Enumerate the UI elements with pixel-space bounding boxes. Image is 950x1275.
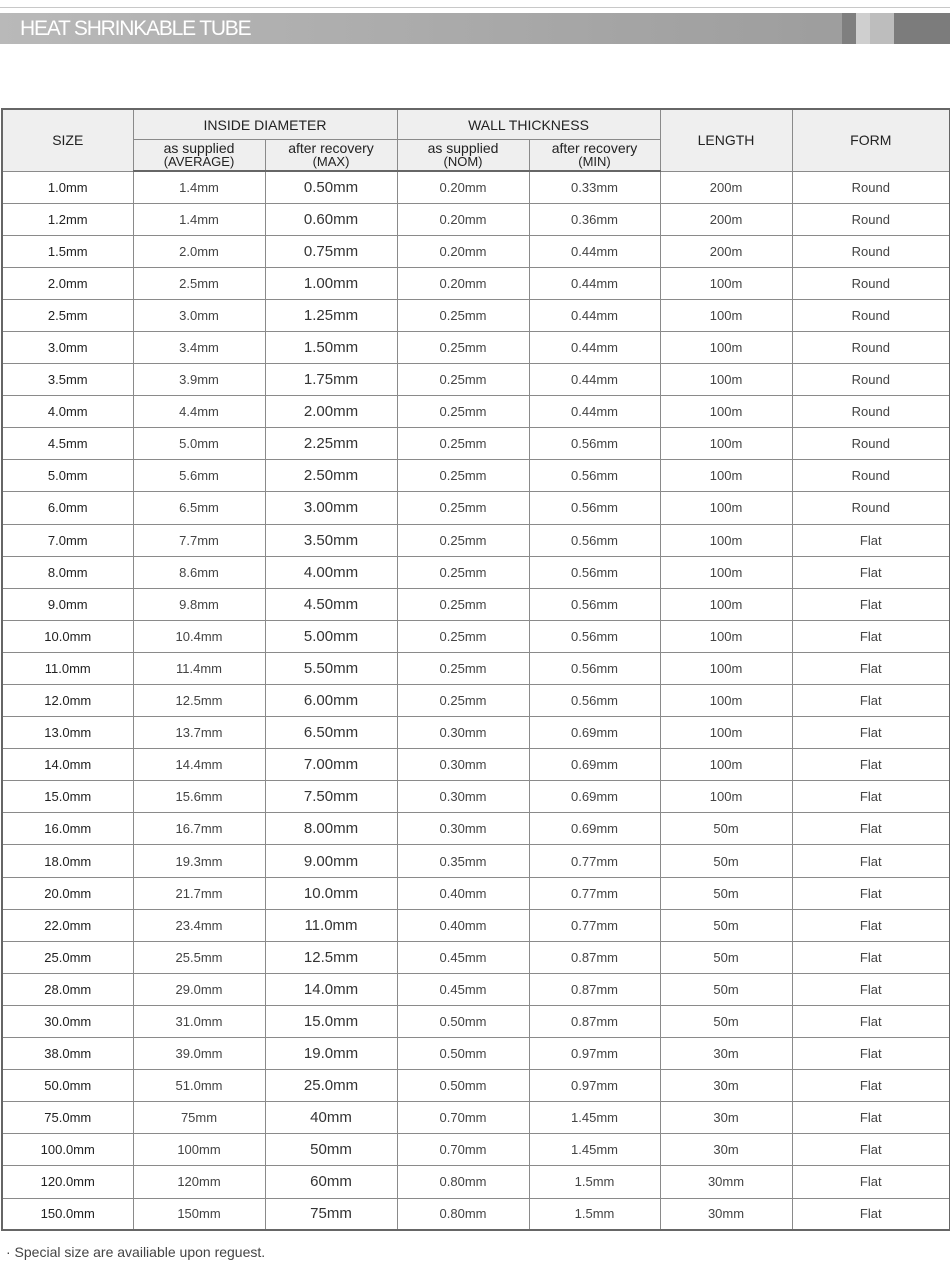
banner-decoration xyxy=(856,13,870,44)
cell-size: 10.0mm xyxy=(2,620,133,652)
cell-length: 200m xyxy=(660,235,792,267)
cell-form: Flat xyxy=(792,524,950,556)
cell-wt-recovery: 0.56mm xyxy=(529,460,660,492)
banner-decoration xyxy=(894,13,950,44)
cell-size: 150.0mm xyxy=(2,1198,133,1230)
header-length: LENGTH xyxy=(660,109,792,171)
cell-id-recovery: 4.00mm xyxy=(265,556,397,588)
cell-length: 100m xyxy=(660,364,792,396)
cell-wt-supplied: 0.25mm xyxy=(397,524,529,556)
title-banner xyxy=(0,13,950,44)
cell-id-recovery: 7.00mm xyxy=(265,749,397,781)
cell-wt-recovery: 0.77mm xyxy=(529,877,660,909)
table-row xyxy=(2,685,950,717)
cell-wt-recovery: 0.77mm xyxy=(529,909,660,941)
cell-wt-recovery: 0.56mm xyxy=(529,492,660,524)
cell-size: 15.0mm xyxy=(2,781,133,813)
cell-size: 3.5mm xyxy=(2,364,133,396)
cell-length: 100m xyxy=(660,588,792,620)
cell-wt-recovery: 0.69mm xyxy=(529,781,660,813)
cell-form: Flat xyxy=(792,1038,950,1070)
table-row xyxy=(2,396,950,428)
cell-size: 25.0mm xyxy=(2,941,133,973)
cell-id-recovery: 2.25mm xyxy=(265,428,397,460)
cell-id-supplied: 19.3mm xyxy=(133,845,265,877)
cell-id-supplied: 7.7mm xyxy=(133,524,265,556)
cell-length: 30m xyxy=(660,1070,792,1102)
cell-length: 100m xyxy=(660,492,792,524)
cell-id-recovery: 19.0mm xyxy=(265,1038,397,1070)
cell-id-recovery: 4.50mm xyxy=(265,588,397,620)
cell-length: 100m xyxy=(660,620,792,652)
cell-wt-recovery: 0.97mm xyxy=(529,1038,660,1070)
table-row xyxy=(2,781,950,813)
cell-id-supplied: 75mm xyxy=(133,1102,265,1134)
cell-form: Round xyxy=(792,396,950,428)
table-row xyxy=(2,299,950,331)
cell-wt-recovery: 0.33mm xyxy=(529,171,660,203)
cell-form: Round xyxy=(792,492,950,524)
cell-size: 38.0mm xyxy=(2,1038,133,1070)
cell-wt-recovery: 0.44mm xyxy=(529,299,660,331)
cell-wt-supplied: 0.30mm xyxy=(397,749,529,781)
cell-id-recovery: 14.0mm xyxy=(265,973,397,1005)
banner-decoration xyxy=(842,13,856,44)
top-divider xyxy=(0,7,950,8)
cell-length: 100m xyxy=(660,749,792,781)
cell-length: 100m xyxy=(660,652,792,684)
cell-length: 50m xyxy=(660,877,792,909)
cell-length: 50m xyxy=(660,909,792,941)
cell-wt-supplied: 0.25mm xyxy=(397,331,529,363)
cell-wt-recovery: 0.97mm xyxy=(529,1070,660,1102)
cell-id-recovery: 8.00mm xyxy=(265,813,397,845)
cell-size: 6.0mm xyxy=(2,492,133,524)
cell-id-supplied: 120mm xyxy=(133,1166,265,1198)
cell-form: Flat xyxy=(792,781,950,813)
cell-id-supplied: 3.0mm xyxy=(133,299,265,331)
table-row xyxy=(2,909,950,941)
cell-wt-supplied: 0.25mm xyxy=(397,556,529,588)
cell-length: 200m xyxy=(660,203,792,235)
table-row xyxy=(2,460,950,492)
header-size: SIZE xyxy=(2,109,133,171)
footnote: · Special size are availiable upon reguest. xyxy=(6,1244,266,1260)
cell-length: 100m xyxy=(660,396,792,428)
cell-id-supplied: 1.4mm xyxy=(133,171,265,203)
cell-size: 50.0mm xyxy=(2,1070,133,1102)
cell-id-recovery: 0.50mm xyxy=(265,171,397,203)
header-form: FORM xyxy=(792,109,950,171)
cell-wt-supplied: 0.50mm xyxy=(397,1038,529,1070)
cell-wt-supplied: 0.25mm xyxy=(397,364,529,396)
cell-wt-supplied: 0.25mm xyxy=(397,685,529,717)
table-row xyxy=(2,1038,950,1070)
cell-size: 8.0mm xyxy=(2,556,133,588)
table-row xyxy=(2,1134,950,1166)
cell-size: 3.0mm xyxy=(2,331,133,363)
cell-size: 9.0mm xyxy=(2,588,133,620)
cell-id-supplied: 14.4mm xyxy=(133,749,265,781)
header-inside-diameter: INSIDE DIAMETER xyxy=(133,109,397,140)
table-row xyxy=(2,1070,950,1102)
header-line: (MAX) xyxy=(312,154,350,169)
cell-wt-recovery: 1.5mm xyxy=(529,1166,660,1198)
cell-id-recovery: 0.60mm xyxy=(265,203,397,235)
cell-id-supplied: 5.0mm xyxy=(133,428,265,460)
cell-size: 18.0mm xyxy=(2,845,133,877)
cell-id-recovery: 40mm xyxy=(265,1102,397,1134)
cell-form: Flat xyxy=(792,973,950,1005)
cell-form: Flat xyxy=(792,1005,950,1037)
cell-length: 200m xyxy=(660,171,792,203)
cell-wt-recovery: 1.45mm xyxy=(529,1102,660,1134)
cell-form: Flat xyxy=(792,652,950,684)
cell-form: Flat xyxy=(792,813,950,845)
cell-wt-supplied: 0.50mm xyxy=(397,1070,529,1102)
cell-id-recovery: 5.50mm xyxy=(265,652,397,684)
cell-wt-supplied: 0.20mm xyxy=(397,267,529,299)
cell-id-supplied: 23.4mm xyxy=(133,909,265,941)
cell-size: 30.0mm xyxy=(2,1005,133,1037)
cell-form: Round xyxy=(792,331,950,363)
table-row xyxy=(2,524,950,556)
cell-length: 30m xyxy=(660,1038,792,1070)
cell-wt-supplied: 0.25mm xyxy=(397,492,529,524)
cell-size: 11.0mm xyxy=(2,652,133,684)
cell-size: 13.0mm xyxy=(2,717,133,749)
cell-form: Round xyxy=(792,299,950,331)
cell-wt-recovery: 0.87mm xyxy=(529,1005,660,1037)
cell-wt-recovery: 0.69mm xyxy=(529,749,660,781)
cell-id-recovery: 3.00mm xyxy=(265,492,397,524)
table-row xyxy=(2,717,950,749)
cell-wt-supplied: 0.20mm xyxy=(397,203,529,235)
cell-id-recovery: 9.00mm xyxy=(265,845,397,877)
cell-wt-recovery: 0.69mm xyxy=(529,813,660,845)
cell-id-recovery: 3.50mm xyxy=(265,524,397,556)
cell-id-recovery: 6.50mm xyxy=(265,717,397,749)
cell-id-supplied: 3.9mm xyxy=(133,364,265,396)
cell-id-supplied: 21.7mm xyxy=(133,877,265,909)
cell-id-supplied: 29.0mm xyxy=(133,973,265,1005)
cell-form: Round xyxy=(792,171,950,203)
spec-table xyxy=(1,108,950,1231)
cell-wt-recovery: 0.87mm xyxy=(529,941,660,973)
header-id-as-supplied xyxy=(133,140,265,172)
cell-wt-recovery: 0.56mm xyxy=(529,652,660,684)
cell-wt-supplied: 0.25mm xyxy=(397,620,529,652)
cell-id-recovery: 1.00mm xyxy=(265,267,397,299)
cell-wt-recovery: 0.44mm xyxy=(529,396,660,428)
cell-id-supplied: 10.4mm xyxy=(133,620,265,652)
cell-size: 100.0mm xyxy=(2,1134,133,1166)
cell-size: 1.2mm xyxy=(2,203,133,235)
cell-id-supplied: 1.4mm xyxy=(133,203,265,235)
table-row xyxy=(2,941,950,973)
cell-length: 30mm xyxy=(660,1166,792,1198)
cell-wt-recovery: 0.44mm xyxy=(529,267,660,299)
table-row xyxy=(2,652,950,684)
cell-id-supplied: 5.6mm xyxy=(133,460,265,492)
header-line: as supplied xyxy=(427,140,499,156)
cell-wt-supplied: 0.20mm xyxy=(397,235,529,267)
cell-id-recovery: 1.75mm xyxy=(265,364,397,396)
cell-wt-recovery: 0.56mm xyxy=(529,556,660,588)
cell-form: Flat xyxy=(792,717,950,749)
cell-id-supplied: 15.6mm xyxy=(133,781,265,813)
cell-size: 5.0mm xyxy=(2,460,133,492)
cell-id-recovery: 1.50mm xyxy=(265,331,397,363)
table-row xyxy=(2,813,950,845)
cell-length: 50m xyxy=(660,845,792,877)
cell-form: Round xyxy=(792,460,950,492)
table-row xyxy=(2,364,950,396)
table-row xyxy=(2,235,950,267)
cell-wt-supplied: 0.45mm xyxy=(397,973,529,1005)
cell-id-supplied: 11.4mm xyxy=(133,652,265,684)
table-row xyxy=(2,203,950,235)
cell-size: 2.5mm xyxy=(2,299,133,331)
cell-form: Flat xyxy=(792,909,950,941)
header-line: (MIN) xyxy=(578,154,611,169)
cell-size: 2.0mm xyxy=(2,267,133,299)
cell-wt-supplied: 0.25mm xyxy=(397,588,529,620)
cell-size: 1.0mm xyxy=(2,171,133,203)
cell-id-recovery: 50mm xyxy=(265,1134,397,1166)
cell-wt-supplied: 0.70mm xyxy=(397,1134,529,1166)
cell-wt-supplied: 0.40mm xyxy=(397,877,529,909)
cell-id-recovery: 11.0mm xyxy=(265,909,397,941)
cell-length: 100m xyxy=(660,460,792,492)
cell-wt-supplied: 0.50mm xyxy=(397,1005,529,1037)
cell-form: Flat xyxy=(792,620,950,652)
cell-id-recovery: 0.75mm xyxy=(265,235,397,267)
cell-id-supplied: 3.4mm xyxy=(133,331,265,363)
cell-length: 30mm xyxy=(660,1198,792,1230)
cell-id-supplied: 13.7mm xyxy=(133,717,265,749)
cell-id-supplied: 4.4mm xyxy=(133,396,265,428)
cell-length: 50m xyxy=(660,1005,792,1037)
cell-wt-supplied: 0.30mm xyxy=(397,813,529,845)
cell-form: Flat xyxy=(792,749,950,781)
cell-wt-recovery: 0.44mm xyxy=(529,235,660,267)
cell-size: 16.0mm xyxy=(2,813,133,845)
cell-id-supplied: 39.0mm xyxy=(133,1038,265,1070)
cell-wt-supplied: 0.70mm xyxy=(397,1102,529,1134)
table-row xyxy=(2,973,950,1005)
cell-form: Flat xyxy=(792,1134,950,1166)
cell-wt-recovery: 0.56mm xyxy=(529,685,660,717)
cell-id-supplied: 31.0mm xyxy=(133,1005,265,1037)
cell-wt-supplied: 0.30mm xyxy=(397,781,529,813)
cell-id-supplied: 16.7mm xyxy=(133,813,265,845)
cell-form: Flat xyxy=(792,1198,950,1230)
cell-form: Flat xyxy=(792,941,950,973)
cell-form: Flat xyxy=(792,588,950,620)
header-wt-as-supplied xyxy=(397,140,529,172)
cell-length: 100m xyxy=(660,556,792,588)
cell-id-recovery: 5.00mm xyxy=(265,620,397,652)
page-title: HEAT SHRINKABLE TUBE xyxy=(20,17,251,40)
cell-size: 4.5mm xyxy=(2,428,133,460)
cell-id-supplied: 6.5mm xyxy=(133,492,265,524)
header-id-after-recovery xyxy=(265,140,397,172)
cell-size: 22.0mm xyxy=(2,909,133,941)
cell-length: 100m xyxy=(660,299,792,331)
cell-wt-recovery: 0.56mm xyxy=(529,428,660,460)
cell-wt-recovery: 0.77mm xyxy=(529,845,660,877)
cell-wt-recovery: 1.45mm xyxy=(529,1134,660,1166)
cell-size: 12.0mm xyxy=(2,685,133,717)
cell-wt-recovery: 0.69mm xyxy=(529,717,660,749)
table-row xyxy=(2,428,950,460)
cell-wt-recovery: 0.56mm xyxy=(529,620,660,652)
cell-size: 1.5mm xyxy=(2,235,133,267)
table-row xyxy=(2,171,950,203)
cell-id-recovery: 6.00mm xyxy=(265,685,397,717)
table-row xyxy=(2,588,950,620)
cell-length: 100m xyxy=(660,267,792,299)
cell-size: 14.0mm xyxy=(2,749,133,781)
cell-id-recovery: 7.50mm xyxy=(265,781,397,813)
cell-wt-recovery: 0.44mm xyxy=(529,331,660,363)
cell-wt-recovery: 0.87mm xyxy=(529,973,660,1005)
table-row xyxy=(2,1166,950,1198)
cell-wt-supplied: 0.80mm xyxy=(397,1166,529,1198)
cell-form: Round xyxy=(792,203,950,235)
table-body xyxy=(2,171,950,1230)
cell-form: Round xyxy=(792,267,950,299)
banner-decoration xyxy=(870,13,894,44)
header-line: (NOM) xyxy=(443,154,483,169)
cell-length: 100m xyxy=(660,781,792,813)
cell-wt-recovery: 0.56mm xyxy=(529,524,660,556)
cell-id-recovery: 25.0mm xyxy=(265,1070,397,1102)
table-row xyxy=(2,1005,950,1037)
cell-length: 100m xyxy=(660,685,792,717)
cell-length: 30m xyxy=(660,1134,792,1166)
table-row xyxy=(2,620,950,652)
cell-id-supplied: 25.5mm xyxy=(133,941,265,973)
cell-length: 100m xyxy=(660,428,792,460)
cell-size: 20.0mm xyxy=(2,877,133,909)
cell-form: Round xyxy=(792,364,950,396)
header-line: (AVERAGE) xyxy=(163,154,235,169)
table-row xyxy=(2,492,950,524)
cell-id-supplied: 12.5mm xyxy=(133,685,265,717)
cell-id-recovery: 12.5mm xyxy=(265,941,397,973)
cell-form: Flat xyxy=(792,877,950,909)
cell-length: 50m xyxy=(660,941,792,973)
cell-id-recovery: 2.50mm xyxy=(265,460,397,492)
table-row xyxy=(2,331,950,363)
cell-wt-recovery: 0.56mm xyxy=(529,588,660,620)
cell-wt-recovery: 0.44mm xyxy=(529,364,660,396)
cell-id-recovery: 1.25mm xyxy=(265,299,397,331)
cell-form: Round xyxy=(792,235,950,267)
header-wall-thickness: WALL THICKNESS xyxy=(397,109,660,140)
cell-wt-supplied: 0.20mm xyxy=(397,171,529,203)
table-row xyxy=(2,877,950,909)
cell-length: 100m xyxy=(660,717,792,749)
table-row xyxy=(2,1102,950,1134)
cell-length: 100m xyxy=(660,524,792,556)
cell-wt-recovery: 1.5mm xyxy=(529,1198,660,1230)
header-wt-after-recovery xyxy=(529,140,660,172)
cell-wt-supplied: 0.25mm xyxy=(397,460,529,492)
table-row xyxy=(2,267,950,299)
cell-wt-supplied: 0.45mm xyxy=(397,941,529,973)
cell-length: 30m xyxy=(660,1102,792,1134)
cell-id-recovery: 2.00mm xyxy=(265,396,397,428)
cell-id-supplied: 100mm xyxy=(133,1134,265,1166)
cell-form: Flat xyxy=(792,556,950,588)
cell-wt-supplied: 0.80mm xyxy=(397,1198,529,1230)
table-row xyxy=(2,556,950,588)
cell-wt-supplied: 0.35mm xyxy=(397,845,529,877)
header-line: after recovery xyxy=(288,140,374,156)
cell-size: 7.0mm xyxy=(2,524,133,556)
cell-size: 75.0mm xyxy=(2,1102,133,1134)
table-row xyxy=(2,1198,950,1230)
cell-form: Flat xyxy=(792,685,950,717)
cell-form: Flat xyxy=(792,1102,950,1134)
cell-id-supplied: 150mm xyxy=(133,1198,265,1230)
cell-wt-recovery: 0.36mm xyxy=(529,203,660,235)
cell-size: 4.0mm xyxy=(2,396,133,428)
cell-id-supplied: 51.0mm xyxy=(133,1070,265,1102)
cell-wt-supplied: 0.25mm xyxy=(397,299,529,331)
cell-id-supplied: 2.0mm xyxy=(133,235,265,267)
cell-form: Flat xyxy=(792,845,950,877)
cell-form: Flat xyxy=(792,1070,950,1102)
cell-size: 120.0mm xyxy=(2,1166,133,1198)
table-row xyxy=(2,749,950,781)
header-line: as supplied xyxy=(163,140,235,156)
cell-id-recovery: 10.0mm xyxy=(265,877,397,909)
cell-size: 28.0mm xyxy=(2,973,133,1005)
cell-length: 50m xyxy=(660,973,792,1005)
cell-id-supplied: 2.5mm xyxy=(133,267,265,299)
cell-wt-supplied: 0.40mm xyxy=(397,909,529,941)
header-line: after recovery xyxy=(551,140,638,156)
cell-id-supplied: 9.8mm xyxy=(133,588,265,620)
cell-wt-supplied: 0.25mm xyxy=(397,652,529,684)
cell-wt-supplied: 0.25mm xyxy=(397,428,529,460)
cell-id-recovery: 75mm xyxy=(265,1198,397,1230)
cell-form: Round xyxy=(792,428,950,460)
cell-length: 50m xyxy=(660,813,792,845)
cell-id-recovery: 15.0mm xyxy=(265,1005,397,1037)
cell-length: 100m xyxy=(660,331,792,363)
cell-wt-supplied: 0.30mm xyxy=(397,717,529,749)
table-row xyxy=(2,845,950,877)
cell-id-supplied: 8.6mm xyxy=(133,556,265,588)
cell-form: Flat xyxy=(792,1166,950,1198)
cell-id-recovery: 60mm xyxy=(265,1166,397,1198)
cell-wt-supplied: 0.25mm xyxy=(397,396,529,428)
